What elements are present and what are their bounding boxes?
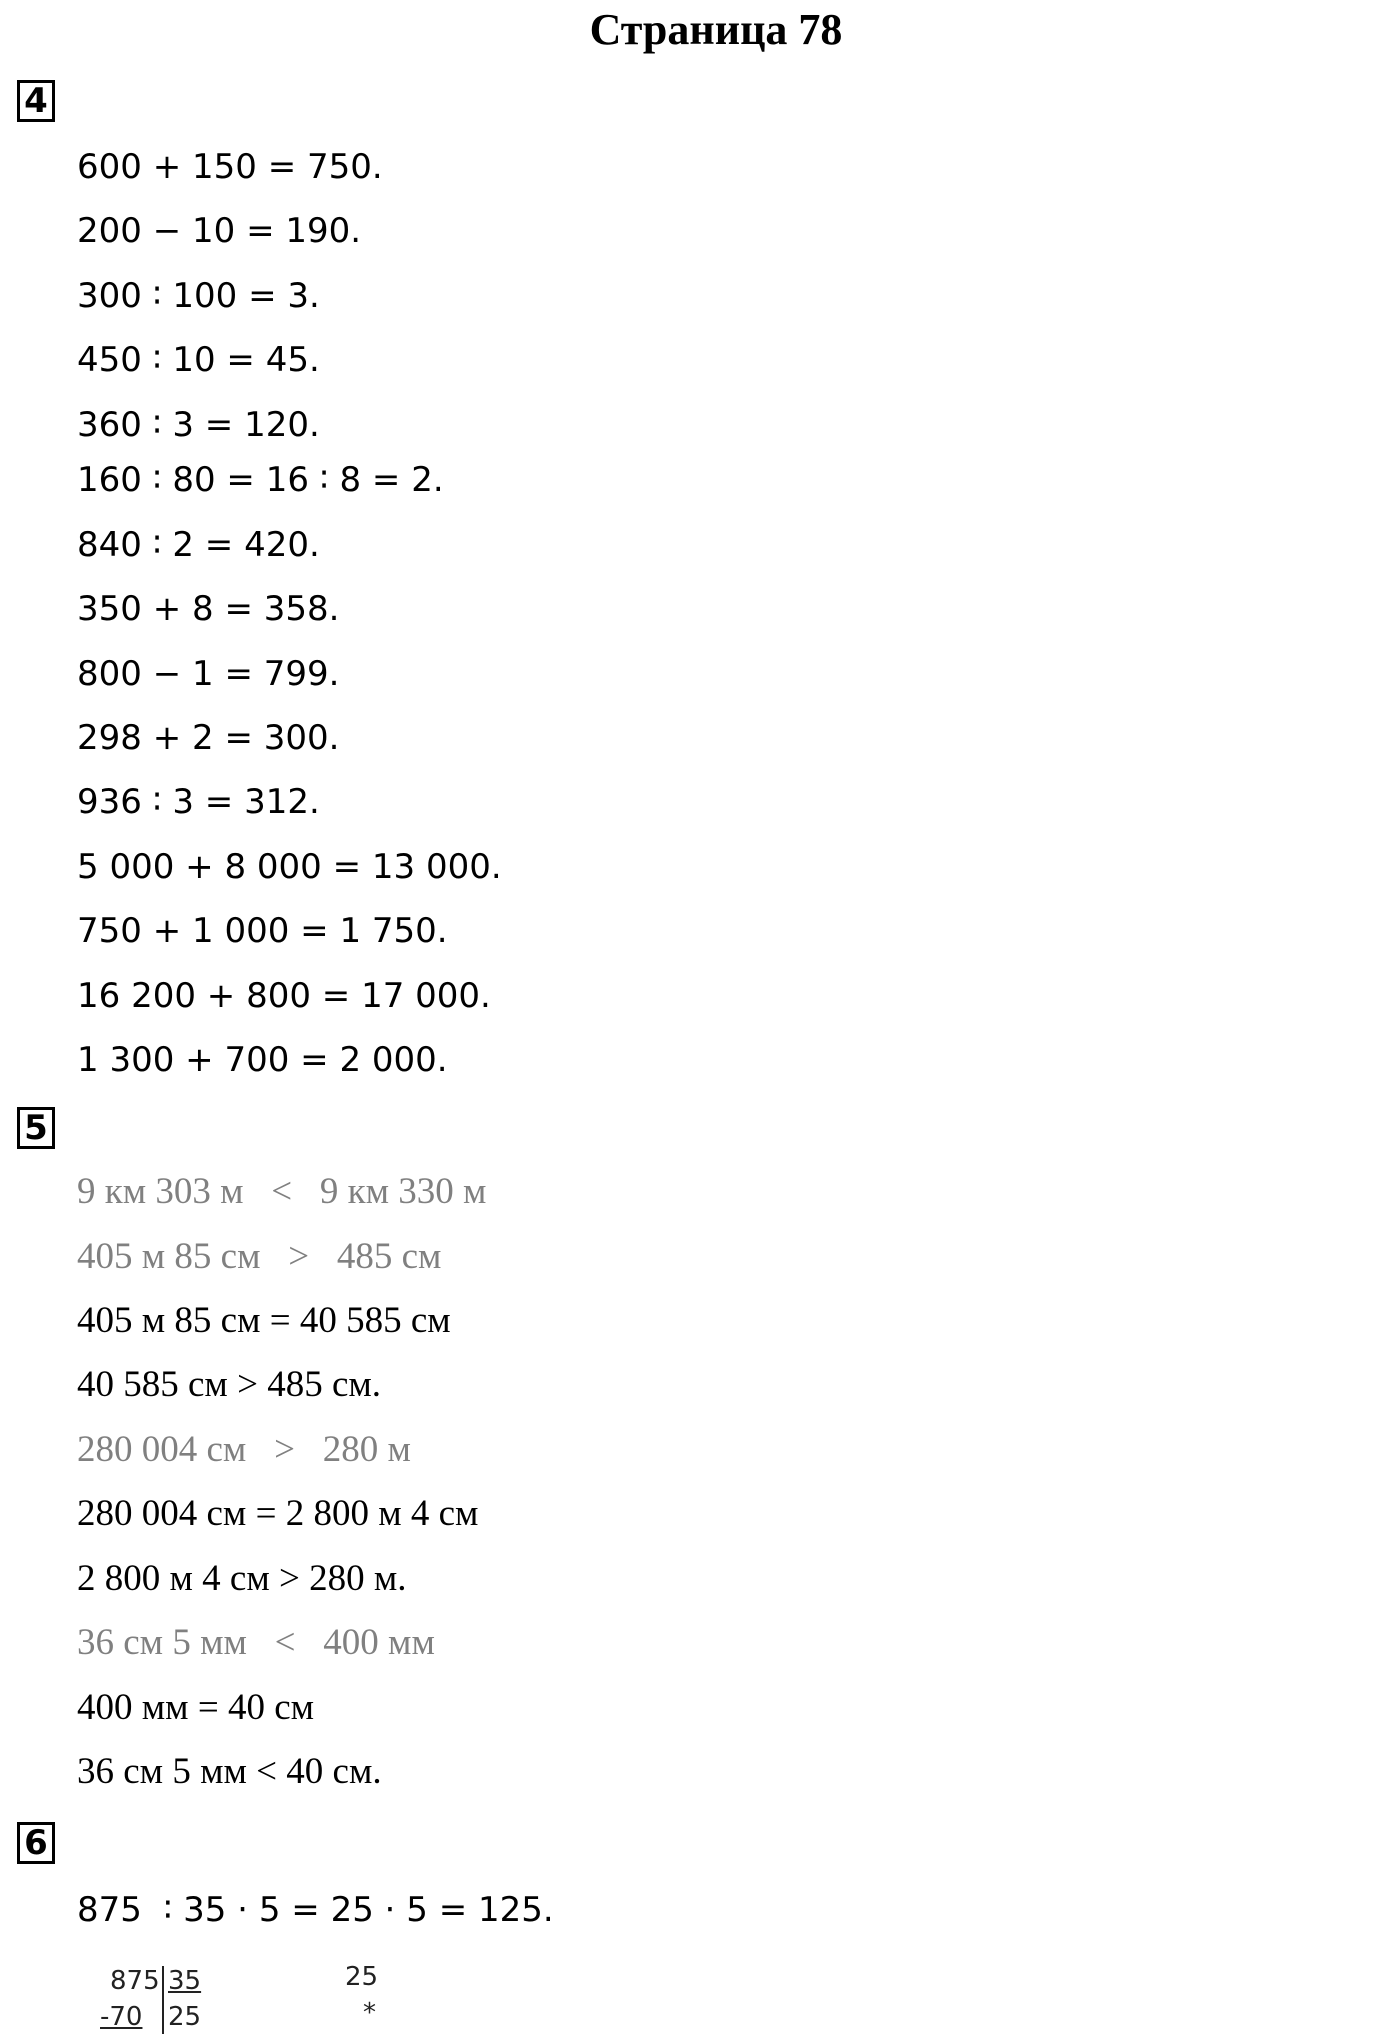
task-4-line: 200 − 10 = 190. xyxy=(77,211,362,251)
division-quotient: 25 xyxy=(168,2002,202,2032)
division-divisor: 35 xyxy=(168,1966,202,1996)
task-4-line: 936 ∶ 3 = 312. xyxy=(77,782,320,822)
task-5-comparison: 405 м 85 см > 485 см xyxy=(77,1236,442,1277)
division-subtract: -70 xyxy=(100,2002,143,2032)
task-5-line: 2 800 м 4 см > 280 м. xyxy=(77,1558,407,1599)
task-4-line: 350 + 8 = 358. xyxy=(77,589,340,629)
task-4-line: 750 + 1 000 = 1 750. xyxy=(77,911,448,951)
division-dividend: 875 xyxy=(110,1966,160,1996)
task-5-line: 280 004 см = 2 800 м 4 см xyxy=(77,1493,479,1534)
task-4-line: 600 + 150 = 750. xyxy=(77,147,383,187)
page-title: Страница 78 xyxy=(589,5,843,54)
task-4-line: 160 ∶ 80 = 16 ∶ 8 = 2. xyxy=(77,460,444,500)
division-vertical-line xyxy=(162,1966,164,2034)
task-4-line: 450 ∶ 10 = 45. xyxy=(77,340,320,380)
task-5-line: 400 мм = 40 см xyxy=(77,1687,315,1728)
task-6-number: 6 xyxy=(17,1822,55,1864)
task-5-comparison: 9 км 303 м < 9 км 330 м xyxy=(77,1171,487,1212)
task-6-equation: 875 ∶ 35 ⋅ 5 = 25 ⋅ 5 = 125. xyxy=(77,1890,554,1930)
task-5-line: 405 м 85 см = 40 585 см xyxy=(77,1300,451,1341)
task-4-line: 800 − 1 = 799. xyxy=(77,654,340,694)
task-4-line: 1 300 + 700 = 2 000. xyxy=(77,1040,448,1080)
multiplication-sign: * xyxy=(363,1998,376,2028)
task-5-comparison: 280 004 см > 280 м xyxy=(77,1429,411,1470)
task-5-comparison: 36 см 5 мм < 400 мм xyxy=(77,1622,435,1663)
task-4-line: 840 ∶ 2 = 420. xyxy=(77,525,320,565)
task-4-line: 300 ∶ 100 = 3. xyxy=(77,276,320,316)
task-4-line: 5 000 + 8 000 = 13 000. xyxy=(77,847,502,887)
multiplication-top: 25 xyxy=(345,1962,379,1992)
task-4-line: 298 + 2 = 300. xyxy=(77,718,340,758)
task-5-line: 40 585 см > 485 см. xyxy=(77,1364,382,1405)
task-4-line: 16 200 + 800 = 17 000. xyxy=(77,976,491,1016)
task-5-number: 5 xyxy=(17,1107,55,1149)
task-5-line: 36 см 5 мм < 40 см. xyxy=(77,1751,382,1792)
task-4-line: 360 ∶ 3 = 120. xyxy=(77,405,320,445)
task-4-number: 4 xyxy=(17,80,55,122)
